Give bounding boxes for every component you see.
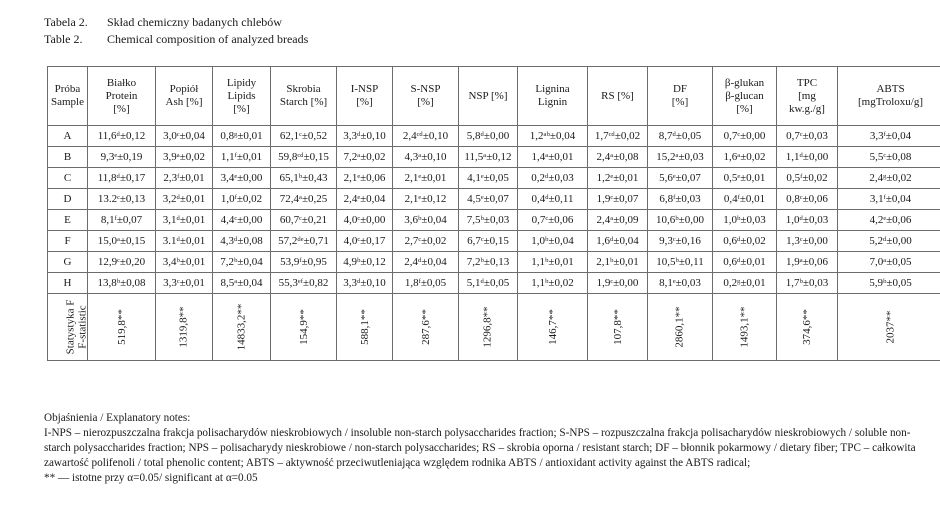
column-header-line: Sample xyxy=(51,96,84,108)
column-header xyxy=(156,67,213,126)
table-cell: 1,4ᵃ±0,01 xyxy=(518,147,588,168)
table-cell: 0,5ᶠ±0,02 xyxy=(777,168,838,189)
table-cell: 60,7ᶜ±0,21 xyxy=(271,210,337,231)
table-cell: 65,1ᵇ±0,43 xyxy=(271,168,337,189)
notes-title: Objaśnienia / Explanatory notes: xyxy=(44,412,191,424)
column-header-line: [mg xyxy=(798,89,816,102)
f-statistic-cell xyxy=(213,294,271,361)
table-cell: 8,1ᵉ±0,03 xyxy=(648,273,713,294)
column-header-line: Lignin xyxy=(537,96,568,108)
column-header-line: NSP [%] xyxy=(468,89,508,102)
table-cell: 9,3ᵉ±0,19 xyxy=(88,147,156,168)
table-cell: 3,6ᵇ±0,04 xyxy=(393,210,459,231)
caption-label-en: Table 2. xyxy=(44,32,83,46)
table-cell: 0,4ᶠ±0,01 xyxy=(713,189,777,210)
table-cell: 4,0ᶜ±0,17 xyxy=(337,231,393,252)
table-cell: 3,9ᵃ±0,02 xyxy=(156,147,213,168)
table-cell: 15,2ᵃ±0,03 xyxy=(648,147,713,168)
table-cell: 12,9ᶜ±0,20 xyxy=(88,252,156,273)
column-header-line: Lignina xyxy=(535,83,570,95)
table-row xyxy=(48,168,940,189)
f-statistic-cell xyxy=(271,294,337,361)
column-header-line: ABTS xyxy=(876,83,905,95)
table-cell: 8,7ᵈ±0,05 xyxy=(648,126,713,147)
table-cell: 0,4ᵈ±0,11 xyxy=(518,189,588,210)
table-cell: 4,2ᵉ±0,06 xyxy=(838,210,940,231)
table-cell: 7,5ᵇ±0,03 xyxy=(459,210,518,231)
table-cell: 59,8ᶜᵈ±0,15 xyxy=(271,147,337,168)
table-cell: 1,7ᵇ±0,03 xyxy=(777,273,838,294)
f-statistic-cell xyxy=(156,294,213,361)
table-cell: 1,0ᵇ±0,04 xyxy=(518,231,588,252)
column-header-line: Próba xyxy=(54,83,81,95)
table-cell: 6,8ᶠ±0,03 xyxy=(648,189,713,210)
f-statistic-label-pl: Statystyka F xyxy=(64,299,77,355)
table-cell: 3,4ᵇ±0,01 xyxy=(156,252,213,273)
f-statistic-cell xyxy=(648,294,713,361)
f-statistic-value: 107,8** xyxy=(611,309,624,345)
table-cell: 1,9ᶜ±0,00 xyxy=(588,273,648,294)
f-statistic-cell xyxy=(337,294,393,361)
table-cell: 2,1ᵉ±0,06 xyxy=(337,168,393,189)
table-cell: 3,4ᵉ±0,00 xyxy=(213,168,271,189)
caption-label-pl: Tabela 2. xyxy=(44,15,88,29)
sample-label-cell: D xyxy=(48,189,88,210)
explanatory-notes xyxy=(44,411,924,486)
table-cell: 0,6ᵈ±0,01 xyxy=(713,252,777,273)
table-cell: 2,4ᵍ±0,02 xyxy=(838,168,940,189)
table-cell: 2,4ᵃ±0,09 xyxy=(588,210,648,231)
table-cell: 7,2ᵇ±0,04 xyxy=(213,252,271,273)
table-cell: 1,0ᵇ±0,03 xyxy=(713,210,777,231)
f-statistic-value: 1493,1** xyxy=(738,306,751,348)
table-cell: 1,7ᶜᵈ±0,02 xyxy=(588,126,648,147)
table-cell: 8,1ᶠ±0,07 xyxy=(88,210,156,231)
column-header xyxy=(518,67,588,126)
column-header-line: kw.g./g] xyxy=(789,102,825,115)
table-row xyxy=(48,189,940,210)
table-cell: 2,1ᵉ±0,12 xyxy=(393,189,459,210)
column-header-line: [%] xyxy=(356,96,373,108)
sample-label-cell: H xyxy=(48,273,88,294)
table-cell: 1,3ᶜ±0,00 xyxy=(777,231,838,252)
column-header-line: RS [%] xyxy=(601,89,634,102)
notes-abbreviations: I-NPS – nierozpuszczalna frakcja polisacharydów nieskrobiowych / insoluble non-starch polysaccharides fraction; S-NPS – rozpuszczalna frakcja polisacharydów nieskrobiowych / soluble non-starch polysaccharides fraction; NPS – polisacharydy nieskrobiowe / non-starch polysaccharides; RS – skrobia oporna / resistant starch; DF – błonnik pokarmowy / dietary fiber; TPC – całkowita zawartość polifenoli / total phenolic content; ABTS – aktywność przeciwutleniająca względem rodnika ABTS / antioxidant activity against the ABTS radical; xyxy=(44,427,916,469)
f-statistic-cell xyxy=(393,294,459,361)
table-cell: 1,1ᵈ±0,00 xyxy=(777,147,838,168)
f-statistic-label-cell xyxy=(48,294,88,361)
column-header xyxy=(213,67,271,126)
f-statistic-value: 374,6** xyxy=(801,309,813,345)
table-cell: 3,3ᵈ±0,10 xyxy=(337,273,393,294)
column-header-line: Starch [%] xyxy=(279,96,328,108)
table-cell: 7,0ᵃ±0,05 xyxy=(838,252,940,273)
f-statistic-label xyxy=(64,300,88,355)
column-header xyxy=(838,67,940,126)
column-header-line: Popiół xyxy=(169,83,199,95)
sample-label-cell: F xyxy=(48,231,88,252)
table-cell: 4,4ᶜ±0,00 xyxy=(213,210,271,231)
column-header-line: Ash [%] xyxy=(165,96,203,108)
table-cell: 10,6ᵇ±0,00 xyxy=(648,210,713,231)
table-cell: 1,9ᵃ±0,06 xyxy=(777,252,838,273)
column-header-line: I-NSP xyxy=(350,83,379,95)
table-cell: 57,2ᵈᵉ±0,71 xyxy=(271,231,337,252)
column-header xyxy=(88,67,156,126)
caption-text-en: Chemical composition of analyzed breads xyxy=(107,32,309,46)
column-header xyxy=(713,67,777,126)
column-header-line: [%] xyxy=(113,102,130,115)
table-cell: 7,2ᵃ±0,02 xyxy=(337,147,393,168)
table-cell: 3,2ᵈ±0,01 xyxy=(156,189,213,210)
table-cell: 3,1ᵈ±0,01 xyxy=(156,210,213,231)
f-statistic-value: 519,8** xyxy=(115,309,128,345)
table-cell: 0,7ᶜ±0,06 xyxy=(518,210,588,231)
table-cell: 0,7ᶜ±0,00 xyxy=(713,126,777,147)
table-cell: 0,2ᵍ±0,01 xyxy=(713,273,777,294)
table-cell: 0,5ᵉ±0,01 xyxy=(713,168,777,189)
table-cell: 1,1ᶠ±0,01 xyxy=(213,147,271,168)
sample-label-cell: B xyxy=(48,147,88,168)
column-header xyxy=(337,67,393,126)
table-cell: 0,8ᶜ±0,06 xyxy=(777,189,838,210)
f-statistic-value: 1296,8** xyxy=(482,306,494,348)
table-cell: 6,7ᶜ±0,15 xyxy=(459,231,518,252)
table-cell: 1,6ᵃ±0,02 xyxy=(713,147,777,168)
table-row xyxy=(48,210,940,231)
table-cell: 1,8ᶠ±0,05 xyxy=(393,273,459,294)
table-cell: 13,8ᵇ±0,08 xyxy=(88,273,156,294)
table-cell: 62,1ᶜ±0,52 xyxy=(271,126,337,147)
table-row xyxy=(48,231,940,252)
table-cell: 4,0ᶜ±0,00 xyxy=(337,210,393,231)
f-statistic-row xyxy=(48,294,940,361)
f-statistic-value: 14833,2** xyxy=(235,303,248,351)
sample-label-cell: C xyxy=(48,168,88,189)
column-header-line: TPC xyxy=(796,76,818,89)
table-cell: 7,2ᵇ±0,13 xyxy=(459,252,518,273)
table-cell: 2,7ᶜ±0,02 xyxy=(393,231,459,252)
table-cell: 2,1ᵉ±0,01 xyxy=(393,168,459,189)
table-row xyxy=(48,273,940,294)
table-cell: 0,7ᶜ±0,03 xyxy=(777,126,838,147)
f-statistic-value: 588,1** xyxy=(358,309,371,345)
column-header xyxy=(588,67,648,126)
f-statistic-cell xyxy=(777,294,838,361)
column-header-line: DF xyxy=(672,83,688,95)
table-cell: 3,3ᶠ±0,04 xyxy=(838,126,940,147)
f-statistic-cell xyxy=(518,294,588,361)
column-header xyxy=(459,67,518,126)
caption-text-pl: Skład chemiczny badanych chlebów xyxy=(107,15,282,29)
table-cell: 2,3ᶠ±0,01 xyxy=(156,168,213,189)
table-cell: 5,9ᵇ±0,05 xyxy=(838,273,940,294)
table-cell: 2,4ᵃ±0,08 xyxy=(588,147,648,168)
column-header-line: S-NSP xyxy=(410,83,441,95)
f-statistic-cell xyxy=(713,294,777,361)
column-header xyxy=(393,67,459,126)
column-header-line: Lipids xyxy=(227,89,256,102)
column-header-line: [mgTroloxu/g] xyxy=(858,96,923,108)
table-cell: 3.1ᵈ±0,01 xyxy=(156,231,213,252)
table-cell: 11,5ᵃ±0,12 xyxy=(459,147,518,168)
table-cell: 1,1ᵇ±0,02 xyxy=(518,273,588,294)
f-statistic-value: 154,9** xyxy=(297,309,310,345)
column-header xyxy=(271,67,337,126)
f-statistic-cell xyxy=(88,294,156,361)
table-cell: 8,5ᵃ±0,04 xyxy=(213,273,271,294)
column-header xyxy=(48,67,88,126)
table-row xyxy=(48,147,940,168)
column-header-line: Lipidy xyxy=(226,76,257,89)
column-header-line: [%] xyxy=(671,96,689,108)
sample-label-cell: E xyxy=(48,210,88,231)
table-cell: 13.2ᶜ±0,13 xyxy=(88,189,156,210)
table-cell: 1,1ᵇ±0,01 xyxy=(518,252,588,273)
notes-significance: ** — istotne przy α=0.05/ significant at α=0.05 xyxy=(44,472,258,484)
table-cell: 5,8ᵈ±0,00 xyxy=(459,126,518,147)
table-cell: 72,4ᵃ±0,25 xyxy=(271,189,337,210)
table-cell: 15,0ᵃ±0,15 xyxy=(88,231,156,252)
table-cell: 5,6ᵉ±0,07 xyxy=(648,168,713,189)
table-cell: 4,3ᵈ±0,08 xyxy=(213,231,271,252)
sample-label-cell: A xyxy=(48,126,88,147)
column-header-line: [%] xyxy=(417,96,434,108)
table-cell: 0,8ᵍ±0,01 xyxy=(213,126,271,147)
table-cell: 1,9ᶜ±0,07 xyxy=(588,189,648,210)
table-cell: 55,3ᵉᶠ±0,82 xyxy=(271,273,337,294)
table-cell: 2,4ᵉ±0,04 xyxy=(337,189,393,210)
f-statistic-value: 2037** xyxy=(884,310,897,344)
column-header-line: β-glukan xyxy=(724,76,765,89)
table-cell: 1,2ᵉ±0,01 xyxy=(588,168,648,189)
table-cell: 10,5ᵇ±0,11 xyxy=(648,252,713,273)
table-cell: 3,1ᶠ±0,04 xyxy=(838,189,940,210)
table-cell: 5,5ᶜ±0,08 xyxy=(838,147,940,168)
column-header-line: Białko xyxy=(106,76,137,89)
column-header xyxy=(648,67,713,126)
table-cell: 0,2ᵈ±0,03 xyxy=(518,168,588,189)
sample-label-cell: G xyxy=(48,252,88,273)
table-cell: 1,2ᵃᵇ±0,04 xyxy=(518,126,588,147)
table-header-row xyxy=(48,67,940,126)
column-header-line: [%] xyxy=(233,102,250,115)
column-header xyxy=(777,67,838,126)
table-cell: 4,9ᵇ±0,12 xyxy=(337,252,393,273)
table-cell: 3,0ᶜ±0,04 xyxy=(156,126,213,147)
chemical-composition-table xyxy=(47,66,940,361)
table-row xyxy=(48,252,940,273)
table-cell: 11,6ᵈ±0,12 xyxy=(88,126,156,147)
f-statistic-cell xyxy=(459,294,518,361)
f-statistic-value: 287,6** xyxy=(419,309,432,345)
table-cell: 53,9ᶠ±0,95 xyxy=(271,252,337,273)
f-statistic-value: 2860,1** xyxy=(674,306,686,348)
table-cell: 2,1ᵇ±0,01 xyxy=(588,252,648,273)
table-cell: 9,3ᶜ±0,16 xyxy=(648,231,713,252)
f-statistic-cell xyxy=(838,294,940,361)
table-cell: 1,6ᵈ±0,04 xyxy=(588,231,648,252)
table-caption xyxy=(44,14,308,48)
table-cell: 3,3ᶜ±0,01 xyxy=(156,273,213,294)
table-row xyxy=(48,126,940,147)
column-header-line: β-glucan xyxy=(725,89,764,102)
table-cell: 5,2ᵈ±0,00 xyxy=(838,231,940,252)
column-header-line: Skrobia xyxy=(286,83,321,95)
table-cell: 2,4ᶜᵈ±0,10 xyxy=(393,126,459,147)
f-statistic-value: 146,7** xyxy=(546,309,559,345)
table-cell: 4,3ᵃ±0,10 xyxy=(393,147,459,168)
table-cell: 1,0ᶠ±0,02 xyxy=(213,189,271,210)
table-cell: 2,4ᵈ±0,04 xyxy=(393,252,459,273)
f-statistic-value: 1319,8** xyxy=(178,306,190,348)
column-header-line: [%] xyxy=(736,102,753,115)
column-header-line: Protein xyxy=(105,89,138,102)
table-cell: 1,0ᵈ±0,03 xyxy=(777,210,838,231)
table-cell: 4,5ᵉ±0,07 xyxy=(459,189,518,210)
table-cell: 11,8ᵈ±0,17 xyxy=(88,168,156,189)
f-statistic-cell xyxy=(588,294,648,361)
table-cell: 4,1ᵉ±0,05 xyxy=(459,168,518,189)
table-cell: 3,3ᵈ±0,10 xyxy=(337,126,393,147)
f-statistic-label-en: F-statistic xyxy=(76,305,89,349)
table-cell: 5,1ᵈ±0,05 xyxy=(459,273,518,294)
table-cell: 0,6ᵈ±0,02 xyxy=(713,231,777,252)
